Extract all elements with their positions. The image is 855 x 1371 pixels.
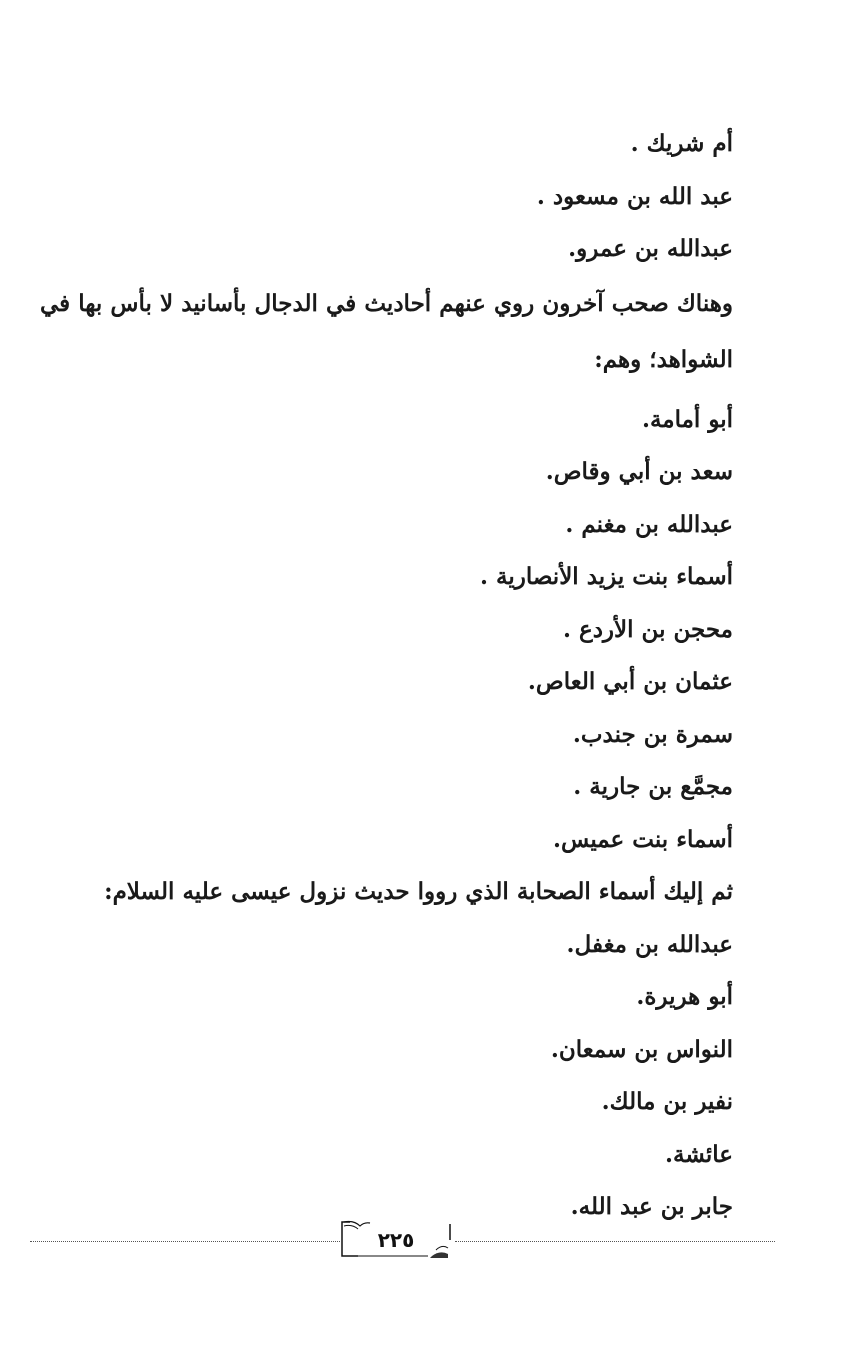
list-item: جابر بن عبد الله. — [570, 1193, 733, 1220]
list-item: عائشة. — [665, 1140, 733, 1168]
page-number-frame — [340, 1220, 452, 1260]
list-item: سمرة بن جندب. — [572, 720, 733, 748]
list-item: سعد بن أبي وقاص. — [545, 458, 733, 485]
footer-rule-right — [455, 1241, 775, 1242]
list-item: أبو هريرة. — [636, 983, 733, 1010]
list-item: عثمان بن أبي العاص. — [527, 668, 733, 695]
list-item: عبد الله بن مسعود . — [536, 182, 733, 210]
page-number: ٢٢٥ — [377, 1228, 415, 1252]
list-item: النواس بن سمعان. — [550, 1035, 733, 1063]
list-item: محجن بن الأردع . — [562, 615, 733, 643]
footer-rule-left — [30, 1241, 340, 1242]
list-item: عبدالله بن عمرو. — [568, 235, 733, 262]
list-item: نفير بن مالك. — [601, 1088, 733, 1115]
list-item: عبدالله بن مغنم . — [565, 510, 733, 538]
list-item: أبو أمامة. — [641, 405, 733, 433]
page-body — [40, 118, 785, 1234]
list-item: عبدالله بن مغفل. — [566, 930, 733, 958]
intro-line: ثم إليك أسماء الصحابة الذي رووا حديث نزول عيسى عليه السلام: — [104, 878, 733, 905]
paragraph: وهناك صحب آخرون روي عنهم أحاديث في الدجال بأسانيد لا بأس بها في الشواهد؛ وهم: — [40, 289, 733, 373]
page-footer — [0, 1218, 855, 1268]
list-item: أسماء بنت عميس. — [552, 825, 733, 853]
list-item: أم شريك . — [630, 130, 733, 157]
list-item: أسماء بنت يزيد الأنصارية . — [479, 563, 733, 590]
list-item: مجمَّع بن جارية . — [573, 773, 733, 800]
